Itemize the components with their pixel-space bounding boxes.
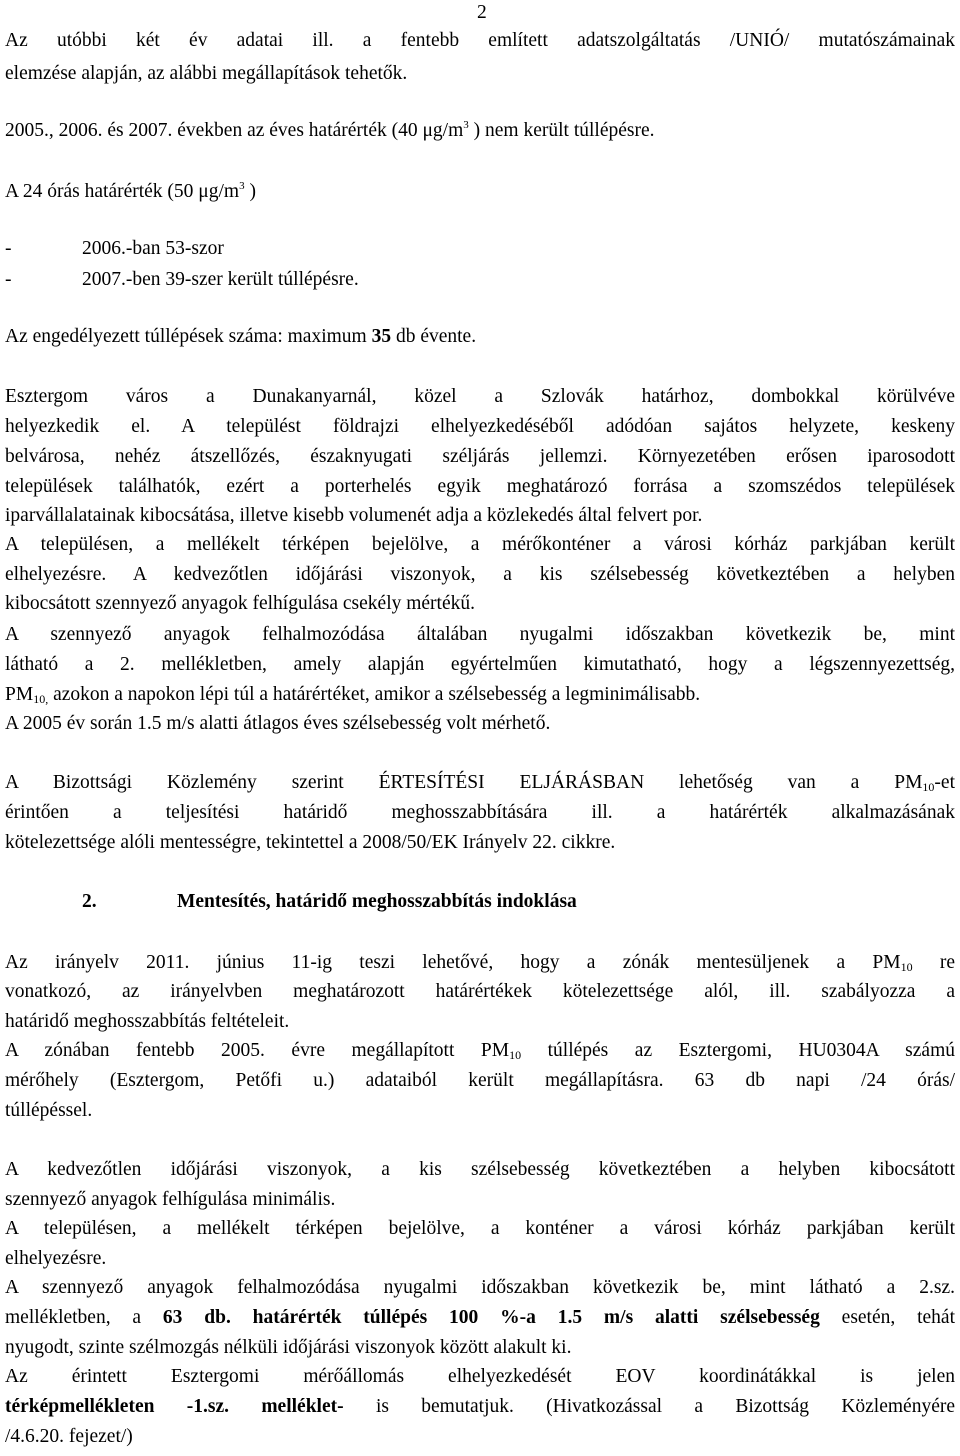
esztergom-line-1: Esztergom város a Dunakanyarnál, közel a Szlovák határhoz, dombokkal körülvéve [5, 386, 955, 407]
allowed-text: Az engedélyezett túllépések száma: maximum [5, 326, 372, 347]
commission-line-1 [5, 772, 955, 794]
accum-line-3 [5, 684, 955, 706]
directive-line-1 [5, 952, 955, 974]
list-item [5, 269, 359, 291]
annual-sup: 3 [463, 119, 469, 131]
eov-text: is bemutatjuk. (Hivatkozással a Bizottság Közleményére [343, 1396, 956, 1417]
daily-limit-line [5, 181, 955, 203]
final-accum-line-2 [5, 1307, 955, 1329]
final-accum-line-1: A szennyező anyagok felhalmozódása nyugalmi időszakban következik be, mint látható a 2.sz. [5, 1277, 955, 1298]
eov-bold-ref: térképmellékleten -1.sz. melléklet- [5, 1396, 344, 1417]
zone-line-1 [5, 1040, 955, 1062]
eov-line-2 [5, 1396, 955, 1418]
accum-space [231, 1307, 253, 1328]
directive-text-after: re [912, 952, 956, 973]
eov-line-3: /4.6.20. fejezet/) [5, 1426, 133, 1447]
pm-sub: 10 [509, 1048, 522, 1062]
esztergom-line-2: helyezkedik el. A települést földrajzi elhelyezkedéséből adódóan sajátos helyzete, keskeny [5, 416, 955, 437]
directive-line-3: határidő meghosszabbítás feltételeit. [5, 1011, 290, 1032]
pm-sub: 10 [900, 960, 913, 974]
zone-text-after: túllépés az Esztergomi, HU0304A számú [521, 1040, 955, 1061]
unfav-line-2: szennyező anyagok felhígulása minimális. [5, 1189, 336, 1210]
directive-text: Az irányelv 2011. június 11-ig teszi lehetővé, hogy a zónák mentesüljenek a PM [5, 952, 901, 973]
esztergom-line-4: települések találhatók, ezért a porterhelés egyik meghatározó forrása a szomszédos települések [5, 476, 955, 497]
commission-text: A Bizottsági Közlemény szerint ÉRTESÍTÉSI ELJÁRÁSBAN lehetőség van a PM [5, 772, 923, 793]
accum-line-2: látható a 2. mellékletben, amely alapján egyértelműen kimutatható, hogy a légszennyezettség, [5, 654, 955, 675]
esztergom-line-3: belvárosa, nehéz átszellőzés, északnyugati széljárás jellemzi. Környezetében erősen iparosodott [5, 446, 955, 467]
eov-line-1: Az érintett Esztergomi mérőállomás elhelyezkedését EOV koordinátákkal is jelen [5, 1366, 955, 1387]
final-accum-line-3: nyugodt, szinte szélmozgás nélküli időjárási viszonyok között alakult ki. [5, 1337, 572, 1358]
list-dash: - [5, 238, 12, 259]
list-item [5, 238, 224, 260]
zone-line-3: túllépéssel. [5, 1100, 93, 1121]
container-line-3: kibocsátott szennyező anyagok felhígulása csekély mértékű. [5, 593, 475, 614]
daily-text: A 24 órás határérték (50 μg/m [5, 181, 240, 202]
commission-line-2: érintően a teljesítési határidő meghosszabbítására ill. a határérték alkalmazásának [5, 802, 955, 823]
pm-text: PM [5, 684, 34, 705]
annual-text-after: ) nem került túllépésre. [468, 120, 655, 141]
zone-text: A zónában fentebb 2005. évre megállapított PM [5, 1040, 510, 1061]
list-dash: - [5, 269, 12, 290]
section-number: 2. [82, 891, 97, 912]
section-heading [82, 891, 577, 913]
section-title: Mentesítés, határidő meghosszabbítás indoklása [177, 891, 577, 912]
intro-line-1: Az utóbbi két év adatai ill. a fentebb említett adatszolgáltatás /UNIÓ/ mutatószámainak [5, 30, 955, 51]
cont-line-1: A településen, a mellékelt térképen bejelölve, a konténer a városi kórház parkjában került [5, 1218, 955, 1239]
accum-text-after: esetén, tehát [819, 1307, 955, 1328]
accum-bold-count: 63 db. [162, 1307, 231, 1328]
esztergom-line-5: iparvállalatainak kibocsátása, illetve kisebb volumenét adja a közlekedés által felvert por. [5, 505, 703, 526]
accum-bold-stat: határérték túllépés 100 %-a 1.5 m/s alatti szélsebesség [252, 1307, 820, 1328]
accum-line-4: A 2005 év során 1.5 m/s alatti átlagos éves szélsebesség volt mérhető. [5, 713, 551, 734]
container-line-2: elhelyezésre. A kedvezőtlen időjárási viszonyok, a kis szélsebesség következtében a helyben [5, 564, 955, 585]
commission-line-3: kötelezettsége alóli mentességre, tekintettel a 2008/50/EK Irányelv 22. cikkre. [5, 832, 616, 853]
accum-line-1: A szennyező anyagok felhalmozódása általában nyugalmi időszakban következik be, mint [5, 624, 955, 645]
list-item-text: 2006.-ban 53-szor [82, 238, 224, 259]
directive-line-2: vonatkozó, az irányelvben meghatározott határértékek kötelezettsége alól, ill. szabályozza a [5, 981, 955, 1002]
allowed-count: 35 [371, 326, 392, 347]
accum-text: azokon a napokon lépi túl a határértéket, amikor a szélsebesség a legminimálisabb. [48, 684, 701, 705]
annual-limit-line [5, 120, 955, 142]
page-number: 2 [477, 2, 487, 23]
container-line-1: A településen, a mellékelt térképen bejelölve, a mérőkonténer a városi kórház parkjában került [5, 534, 955, 555]
intro-line-2: elemzése alapján, az alábbi megállapítások tehetők. [5, 63, 408, 84]
unfav-line-1: A kedvezőtlen időjárási viszonyok, a kis szélsebesség következtében a helyben kibocsátott [5, 1159, 955, 1180]
pm-sub: 10, [33, 692, 49, 706]
list-item-text: 2007.-ben 39-szer került túllépésre. [82, 269, 359, 290]
commission-text-after: -et [934, 772, 955, 793]
daily-text-after: ) [244, 181, 256, 202]
allowed-exceedances-line [5, 326, 955, 348]
pm-sub: 10 [922, 780, 935, 794]
cont-line-2: elhelyezésre. [5, 1248, 107, 1269]
accum-text: mellékletben, a [5, 1307, 163, 1328]
allowed-text-after: db évente. [391, 326, 477, 347]
zone-line-2: mérőhely (Esztergom, Petőfi u.) adataiból került megállapításra. 63 db napi /24 órás/ [5, 1070, 955, 1091]
daily-sup: 3 [239, 180, 245, 192]
annual-text: 2005., 2006. és 2007. években az éves határérték (40 μg/m [5, 120, 464, 141]
